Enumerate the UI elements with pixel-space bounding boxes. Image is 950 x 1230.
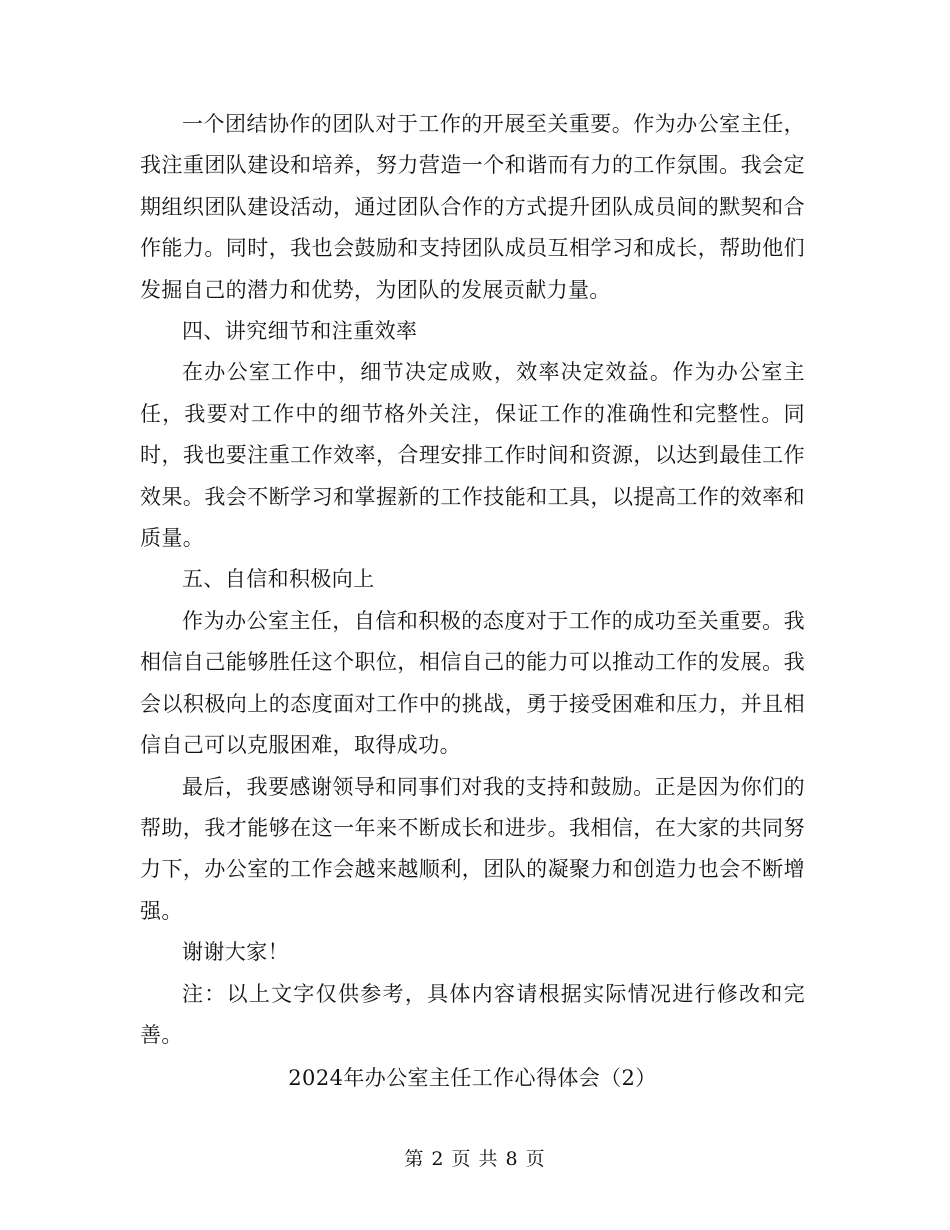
document-body (140, 104, 805, 1100)
section-heading-details-efficiency: 四、讲究细节和注重效率 (182, 319, 418, 344)
paragraph-details-efficiency: 在办公室工作中，细节决定成败，效率决定效益。作为办公室主任，我要对工作中的细节格外关注，保证工作的准确性和完整性。同时，我也要注重工作效率，合理安排工作时间和资源，以达到最佳工作效果。我会不断学习和掌握新的工作技能和工具，以提高工作的效率和质量。 (140, 360, 805, 551)
paragraph-confidence: 作为办公室主任，自信和积极的态度对于工作的成功至关重要。我相信自己能够胜任这个职位，相信自己的能力可以推动工作的发展。我会以积极向上的态度面对工作中的挑战，勇于接受困难和压力，并且相信自己可以克服困难，取得成功。 (140, 608, 805, 758)
paragraph-note: 注：以上文字仅供参考，具体内容请根据实际情况进行修改和完善。 (140, 981, 805, 1047)
section-title: 2024年办公室主任工作心得体会（2） (288, 1066, 657, 1091)
paragraph-teamwork: 一个团结协作的团队对于工作的开展至关重要。作为办公室主任，我注重团队建设和培养，努力营造一个和谐而有力的工作氛围。我会定期组织团队建设活动，通过团队合作的方式提升团队成员间的默契和合作能力。同时，我也会鼓励和支持团队成员互相学习和成长，帮助他们发掘自己的潜力和优势，为团队的发展贡献力量。 (140, 112, 805, 302)
paragraph-thank-you: 谢谢大家！ (182, 940, 289, 965)
section-heading-confidence: 五、自信和积极向上 (182, 567, 375, 592)
page-number-footer: 第 2 页 共 8 页 (404, 1148, 546, 1170)
paragraph-thanks-colleagues: 最后，我要感谢领导和同事们对我的支持和鼓励。正是因为你们的帮助，我才能够在这一年来不断成长和进步。我相信，在大家的共同努力下，办公室的工作会越来越顺利，团队的凝聚力和创造力也会不断增强。 (140, 774, 805, 923)
